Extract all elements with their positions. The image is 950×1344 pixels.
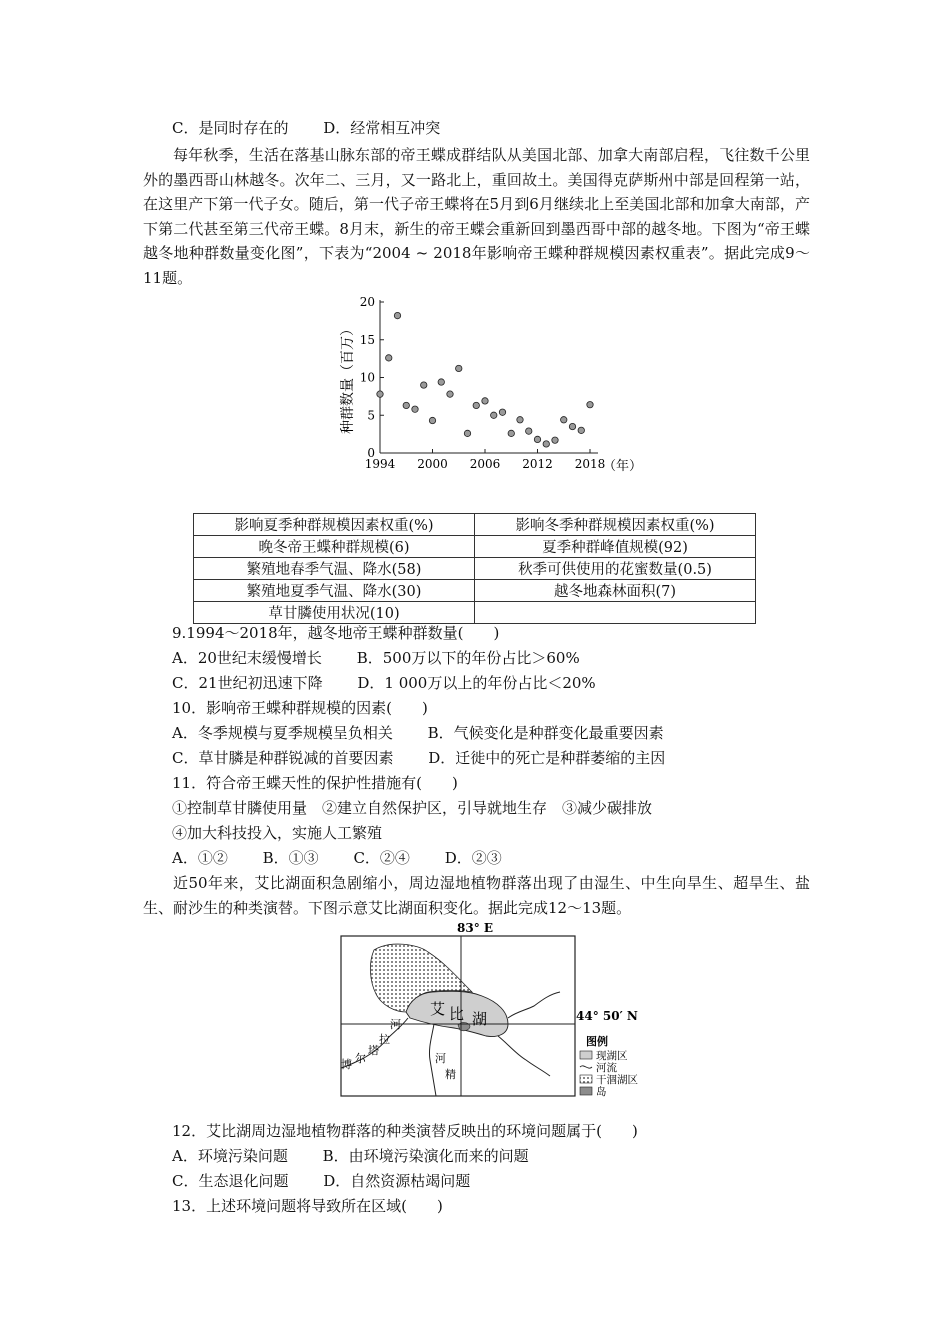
q9-option-d: D．1 000万以上的年份占比＜20% <box>357 674 596 692</box>
river-southeast <box>498 1036 550 1076</box>
chart-data-point <box>386 355 392 361</box>
chart-data-point <box>561 417 567 423</box>
q12-option-d: D．自然资源枯竭问题 <box>323 1172 471 1190</box>
chart-y-axis-label: 种群数量（百万） <box>340 322 356 434</box>
table-cell: 繁殖地春季气温、降水(58) <box>194 558 475 580</box>
table-cell: 越冬地森林面积(7) <box>475 580 756 602</box>
legend-title: 图例 <box>586 1035 608 1048</box>
q8-options <box>172 117 440 139</box>
q9-options-cd <box>172 672 596 694</box>
legend-item: 河流 <box>596 1062 617 1074</box>
lat-label: 44° 50′ N <box>576 1009 638 1023</box>
chart-data-point <box>438 379 444 385</box>
table-cell <box>475 602 756 624</box>
monarch-population-chart <box>330 290 660 480</box>
legend-swatch-lake <box>580 1051 592 1059</box>
table-header-row <box>194 514 756 536</box>
chart-data-point <box>517 417 523 423</box>
table-row <box>194 602 756 624</box>
q10-option-a: A．冬季规模与夏季规模呈负相关 <box>172 724 393 742</box>
q11-stem: 11．符合帝王蝶天性的保护性措施有( ) <box>172 774 458 792</box>
table-header-cell: 影响夏季种群规模因素权重(%) <box>194 514 475 536</box>
chart-x-axis-label: （年） <box>603 459 643 474</box>
q9-option-b: B．500万以下的年份占比＞60% <box>356 649 580 667</box>
q9-option-c: C．21世纪初迅速下降 <box>172 674 323 692</box>
chart-y-tick-label: 10 <box>359 370 375 385</box>
chart-data-point <box>464 430 470 436</box>
q9-options-ab <box>172 647 580 669</box>
q10-options-ab <box>172 722 664 744</box>
q11-option-c: C．②④ <box>353 849 410 867</box>
q12-option-b: B．由环境污染演化而来的问题 <box>322 1147 529 1165</box>
chart-data-point <box>552 437 558 443</box>
lake-label-char: 艾 <box>430 1000 446 1018</box>
legend-swatch-dried <box>580 1075 592 1083</box>
q12-options-ab <box>172 1145 529 1167</box>
passage-ebinur: 近50年来，艾比湖面积急剧缩小，周边湿地植物群落出现了由湿生、中生向旱生、超旱生、盐生、耐沙生的种类演替。下图示意艾比湖面积变化。据此完成12～13题。 <box>143 874 810 917</box>
legend-swatch-island <box>580 1087 592 1095</box>
chart-data-point <box>508 430 514 436</box>
table-row <box>194 536 756 558</box>
q11-option-a: A．①② <box>172 849 228 867</box>
chart-x-tick-label: 2018 <box>574 457 606 471</box>
chart-y-tick-label: 0 <box>367 446 375 460</box>
table-cell: 草甘膦使用状况(10) <box>194 602 475 624</box>
legend-item: 干涸湖区 <box>596 1074 638 1086</box>
river-label-char: 拉 <box>379 1033 390 1046</box>
chart-data-point <box>491 412 497 418</box>
table-cell: 繁殖地夏季气温、降水(30) <box>194 580 475 602</box>
q12-options-cd <box>172 1170 470 1192</box>
chart-data-point <box>526 428 532 434</box>
river-east <box>508 992 560 1018</box>
chart-x-tick-label: 2012 <box>522 457 553 471</box>
q10-option-b: B．气候变化是种群变化最重要因素 <box>427 724 664 742</box>
q11-option-b: B．①③ <box>262 849 319 867</box>
chart-data-point <box>421 382 427 388</box>
factor-weight-table <box>193 513 756 624</box>
table-cell: 夏季种群峰值规模(92) <box>475 536 756 558</box>
table-cell: 秋季可供使用的花蜜数量(0.5) <box>475 558 756 580</box>
lake-label-char: 湖 <box>472 1010 488 1028</box>
chart-data-point <box>473 402 479 408</box>
chart-data-point <box>394 312 400 318</box>
chart-data-point <box>587 401 593 407</box>
chart-y-tick-label: 5 <box>367 408 375 423</box>
legend-swatch-river <box>580 1066 592 1068</box>
chart-data-point <box>543 441 549 447</box>
chart-y-tick-label: 20 <box>359 295 375 309</box>
q10-options-cd <box>172 747 665 769</box>
river-label-char: 博 <box>341 1058 352 1071</box>
chart-data-point <box>482 398 488 404</box>
q9-stem: 9.1994～2018年，越冬地帝王蝶种群数量( ) <box>172 624 500 642</box>
q12-option-c: C．生态退化问题 <box>172 1172 289 1190</box>
q11-items-1: ①控制草甘膦使用量 ②建立自然保护区，引导就地生存 ③减少碳排放 <box>172 799 653 817</box>
chart-data-point <box>456 365 462 371</box>
chart-data-point <box>534 436 540 442</box>
ebinur-lake-map <box>330 920 660 1105</box>
q10-option-d: D．迁徙中的死亡是种群萎缩的主因 <box>428 749 666 767</box>
river-label-char: 河 <box>435 1052 446 1065</box>
chart-x-tick-label: 2006 <box>469 457 501 471</box>
q11-option-d: D．②③ <box>444 849 502 867</box>
legend-item: 现湖区 <box>596 1050 628 1062</box>
q12-stem: 12．艾比湖周边湿地植物群落的种类演替反映出的环境问题属于( ) <box>172 1122 638 1140</box>
chart-data-point <box>412 406 418 412</box>
chart-data-point <box>377 391 383 397</box>
chart-x-tick-label: 2000 <box>417 457 448 471</box>
river-label-char: 塔 <box>368 1044 379 1057</box>
q10-stem: 10．影响帝王蝶种群规模的因素( ) <box>172 699 428 717</box>
lake-label-char: 比 <box>449 1005 465 1023</box>
river-label-char: 尔 <box>355 1052 366 1065</box>
q11-options <box>172 847 502 869</box>
legend-item: 岛 <box>596 1086 607 1098</box>
chart-data-point <box>569 423 575 429</box>
chart-data-point <box>429 417 435 423</box>
longitude-label: 83° E <box>457 921 494 935</box>
river-label-char: 精 <box>445 1068 456 1081</box>
q13-stem: 13．上述环境问题将导致所在区域( ) <box>172 1197 443 1215</box>
q8-option-d: D．经常相互冲突 <box>323 119 441 137</box>
table-row <box>194 580 756 602</box>
passage-monarch: 每年秋季，生活在落基山脉东部的帝王蝶成群结队从美国北部、加拿大南部启程，飞往数千公里外的墨西哥山林越冬。次年二、三月，又一路北上，重回故土。美国得克萨斯州中部是回程第一站，在这里产下第一代子女。随后，第一代子帝王蝶将在5月到6月继续北上至美国北部和加拿大南部，产下第二代甚至第三代帝王蝶。8月末，新生的帝王蝶会重新回到墨西哥中部的越冬地。下图为“帝王蝶越冬地种群数量变化图”，下表为“2004 ~ 2018年影响帝王蝶种群规模因素权重表”。据此完成9～11题。 <box>143 146 810 287</box>
table-row <box>194 558 756 580</box>
chart-x-tick-label: 1994 <box>364 457 396 471</box>
q9-option-a: A．20世纪末缓慢增长 <box>172 649 322 667</box>
q10-option-c: C．草甘膦是种群锐减的首要因素 <box>172 749 394 767</box>
q11-items-2: ④加大科技投入，实施人工繁殖 <box>172 824 383 842</box>
chart-y-tick-label: 15 <box>359 332 375 347</box>
chart-data-point <box>578 427 584 433</box>
chart-data-point <box>499 409 505 415</box>
table-header-cell: 影响冬季种群规模因素权重(%) <box>475 514 756 536</box>
chart-data-point <box>447 391 453 397</box>
q8-option-c: C．是同时存在的 <box>172 119 289 137</box>
q12-option-a: A．环境污染问题 <box>172 1147 288 1165</box>
table-cell: 晚冬帝王蝶种群规模(6) <box>194 536 475 558</box>
chart-data-point <box>403 402 409 408</box>
river-label: 河 <box>390 1018 401 1031</box>
